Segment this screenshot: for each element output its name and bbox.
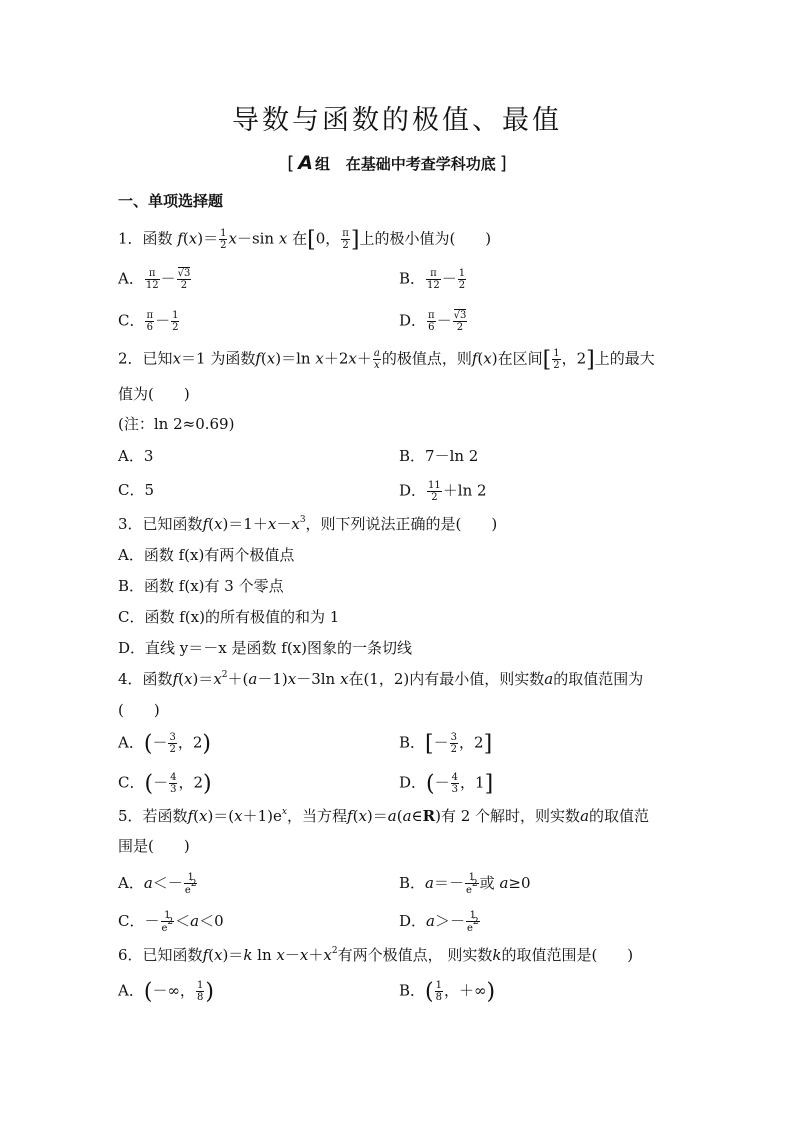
q2-option-b: B．7－ln 2 bbox=[399, 447, 479, 465]
q1-option-b: B． $\frac{\pi}{12}$ － $\frac{1}{2}$ bbox=[399, 268, 466, 291]
section-heading: 一、单项选择题 bbox=[118, 192, 224, 210]
question-2: 2．已知x＝1 为函数f(x)＝ln x＋2x＋ $\frac{a}{x}$ 的极值点，则f(x)在区间[ $\frac{1}{2}$ ，2]上的最大 bbox=[118, 347, 655, 373]
q5-option-d: D．a＞－ $\frac{1}{e^2}$ bbox=[399, 910, 479, 934]
q6-option-a: A．(－∞， $\frac{1}{8}$ ) bbox=[118, 979, 214, 1005]
group-badge-icon: A bbox=[298, 152, 313, 174]
question-2-note: (注：ln 2≈0.69) bbox=[118, 415, 235, 433]
group-banner: [ A 组 在基础中考查学科功底 ] bbox=[287, 152, 507, 174]
q5-option-c: C．－ $\frac{1}{e^2}$ ＜a＜0 bbox=[118, 910, 224, 934]
page-title: 导数与函数的极值、最值 bbox=[232, 105, 562, 136]
question-6: 6．已知函数f(x)＝k $\ln x-x+x^2$有两个极值点， 则实数k的取值范围是( ) bbox=[118, 946, 634, 964]
question-2-cont: 值为( ) bbox=[118, 385, 190, 403]
q4-option-a: A．(－ $\frac{3}{2}$ ，2) bbox=[118, 731, 211, 757]
q1-option-c: C． $\frac{\pi}{6}$ － $\frac{1}{2}$ bbox=[118, 310, 179, 333]
group-subtitle: 在基础中考查学科功底 bbox=[345, 155, 496, 173]
q4-option-c: C．(－ $\frac{4}{3}$ ，2) bbox=[118, 771, 212, 797]
q4-option-d: D．(－ $\frac{4}{3}$ ，1] bbox=[399, 771, 494, 797]
q5-option-b: B．a＝－ $\frac{1}{e^2}$ 或 a≥0 bbox=[399, 872, 531, 896]
q1-option-d: D． $\frac{\pi}{6}$ － $\frac{√3}{2}$ bbox=[399, 310, 467, 333]
q2-option-d: D． $\frac{11}{2}$ ＋ln 2 bbox=[399, 480, 487, 503]
q3-option-c: C．函数 f(x)的所有极值的和为 1 bbox=[118, 608, 340, 626]
q3-option-b: B．函数 f(x)有 3 个零点 bbox=[118, 577, 284, 595]
q1-option-a: A． $\frac{\pi}{12}$ － $\frac{√3}{2}$ bbox=[118, 268, 191, 291]
q4-option-b: B．[－ $\frac{3}{2}$ ，2] bbox=[399, 731, 493, 757]
q6-option-b: B．( $\frac{1}{8}$ ，＋∞) bbox=[399, 979, 496, 1005]
question-5-cont: 围是( ) bbox=[118, 837, 190, 855]
question-4-cont: ( ) bbox=[118, 701, 160, 719]
q3-option-a: A．函数 f(x)有两个极值点 bbox=[118, 546, 295, 564]
question-4: 4．函数$f(x)=x^2+(a-1)x-3\ln$ x在(1，2)内有最小值，则实数a的取值范围为 bbox=[118, 670, 644, 688]
question-5: 5．若函数$f(x)=(x+1)e^x$，当方程f(x)＝a(a∈R)有 2 个解时，则实数a的取值范 bbox=[118, 807, 650, 825]
question-3: 3．已知函数$f(x)=1+x-x^3$，则下列说法正确的是( ) bbox=[118, 515, 498, 533]
q5-option-a: A．a＜－ $\frac{1}{e^2}$ bbox=[118, 872, 197, 896]
q3-option-d: D．直线 y＝－x 是函数 f(x)图象的一条切线 bbox=[118, 639, 412, 657]
q2-option-a: A．3 bbox=[118, 447, 154, 465]
question-1: 1．函数 f(x)＝ $\frac{1}{2}$ x－sin x 在[0， $\frac{\pi}{2}$ ]上的极小值为( ) bbox=[118, 227, 492, 253]
q2-option-c: C．5 bbox=[118, 481, 155, 499]
